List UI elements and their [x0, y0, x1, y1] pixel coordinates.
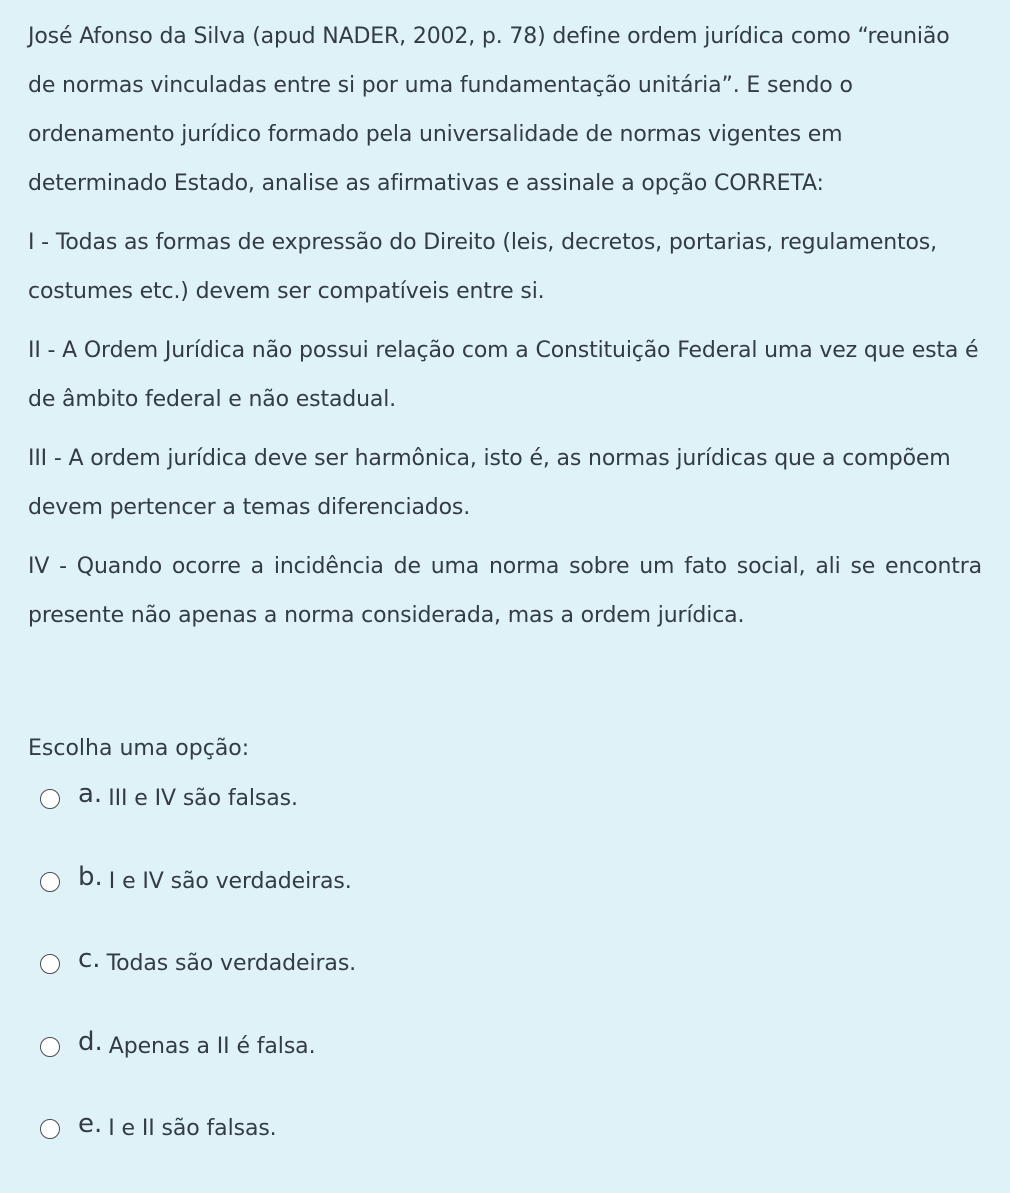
- statement-3: III - A ordem jurídica deve ser harmônica, isto é, as normas jurídicas que a compõem devem pertencer a temas diferenciados.: [28, 446, 951, 520]
- radio-button-e[interactable]: [40, 1119, 60, 1139]
- option-text-c[interactable]: Todas são verdadeiras.: [106, 951, 357, 976]
- option-letter-c: c.: [78, 944, 101, 974]
- option-a[interactable]: [40, 780, 940, 818]
- radio-button-d[interactable]: [40, 1037, 60, 1057]
- statement-2: II - A Ordem Jurídica não possui relação com a Constituição Federal uma vez que esta é de âmbito federal e não estadual.: [28, 338, 979, 412]
- statement-1: I - Todas as formas de expressão do Direito (leis, decretos, portarias, regulamentos, costumes etc.) devem ser compatíveis entre si.: [28, 230, 937, 304]
- option-text-d[interactable]: Apenas a II é falsa.: [108, 1033, 316, 1059]
- radio-button-b[interactable]: [40, 872, 60, 892]
- statement-4: IV - Quando ocorre a incidência de uma norma sobre um fato social, ali se encontra presente não apenas a norma considerada, mas a ordem jurídica.: [28, 554, 982, 628]
- question-intro: José Afonso da Silva (apud NADER, 2002, p. 78) define ordem jurídica como “reunião de normas vinculadas entre si por uma fundamentação unitária”. E sendo o ordenamento jurídico formado pela universalidade de normas vigentes em determinado Estado, analise as afirmativas e assinale a opção CORRETA:: [28, 24, 950, 196]
- option-b[interactable]: [40, 863, 940, 901]
- option-c[interactable]: [40, 945, 940, 983]
- option-text-e[interactable]: I e II são falsas.: [108, 1116, 277, 1141]
- option-letter-a: a.: [78, 779, 103, 809]
- choose-option-prompt: Escolha uma opção:: [28, 736, 250, 761]
- answer-options: [40, 780, 940, 1193]
- option-letter-e: e.: [78, 1109, 103, 1139]
- option-letter-b: b.: [78, 861, 103, 892]
- option-text-b[interactable]: I e IV são verdadeiras.: [108, 868, 352, 894]
- radio-button-c[interactable]: [40, 954, 60, 974]
- option-text-a[interactable]: III e IV são falsas.: [108, 786, 298, 811]
- option-e[interactable]: [40, 1110, 940, 1148]
- option-letter-d: d.: [78, 1026, 103, 1057]
- option-d[interactable]: [40, 1028, 940, 1066]
- radio-button-a[interactable]: [40, 789, 60, 809]
